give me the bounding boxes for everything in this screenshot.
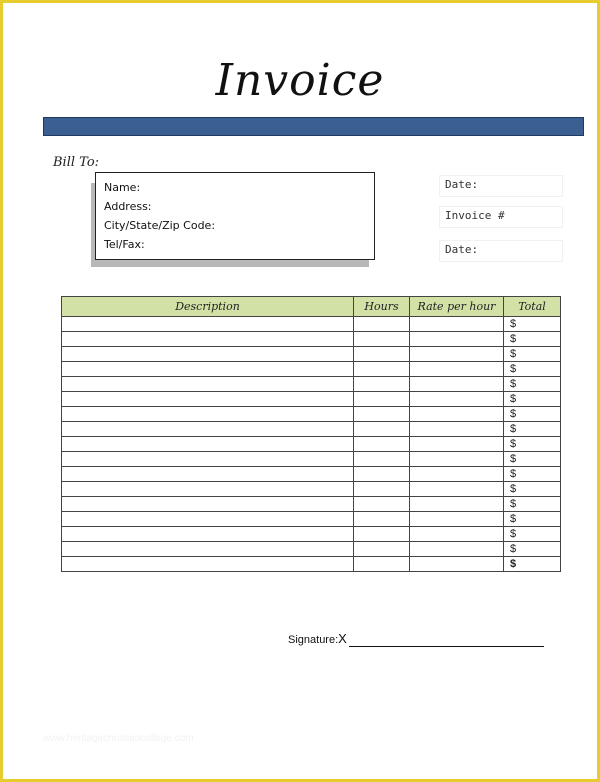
rate-cell[interactable] <box>410 317 504 332</box>
hours-cell[interactable] <box>354 452 410 467</box>
hours-cell[interactable] <box>354 437 410 452</box>
total-cell[interactable]: $ <box>504 317 561 332</box>
rate-cell[interactable] <box>410 452 504 467</box>
invoice-title: Invoice <box>215 55 385 106</box>
rate-cell[interactable] <box>410 392 504 407</box>
table-row <box>62 407 561 422</box>
hours-cell[interactable] <box>354 392 410 407</box>
total-cell[interactable]: $ <box>504 512 561 527</box>
description-cell[interactable] <box>62 347 354 362</box>
total-cell[interactable]: $ <box>504 482 561 497</box>
table-row <box>62 437 561 452</box>
title-accent-bar <box>43 117 584 136</box>
description-cell[interactable] <box>62 557 354 572</box>
rate-cell[interactable] <box>410 497 504 512</box>
due-date-field[interactable]: Date: <box>439 240 563 262</box>
hours-cell[interactable] <box>354 407 410 422</box>
total-cell[interactable]: $ <box>504 377 561 392</box>
rate-cell[interactable] <box>410 512 504 527</box>
table-row <box>62 497 561 512</box>
hours-cell[interactable] <box>354 377 410 392</box>
signature-field[interactable] <box>349 634 544 647</box>
total-cell[interactable]: $ <box>504 497 561 512</box>
hours-cell[interactable] <box>354 317 410 332</box>
description-cell[interactable] <box>62 542 354 557</box>
hours-cell[interactable] <box>354 497 410 512</box>
rate-cell[interactable] <box>410 482 504 497</box>
total-cell[interactable]: $ <box>504 392 561 407</box>
hours-header: Hours <box>354 297 410 317</box>
table-row <box>62 317 561 332</box>
description-cell[interactable] <box>62 467 354 482</box>
line-items-table <box>61 296 561 572</box>
total-cell[interactable]: $ <box>504 467 561 482</box>
rate-cell[interactable] <box>410 557 504 572</box>
invoice-number-field[interactable]: Invoice # <box>439 206 563 228</box>
description-cell[interactable] <box>62 527 354 542</box>
total-cell[interactable]: $ <box>504 557 561 572</box>
rate-cell[interactable] <box>410 527 504 542</box>
hours-cell[interactable] <box>354 527 410 542</box>
hours-cell[interactable] <box>354 467 410 482</box>
table-row <box>62 512 561 527</box>
hours-cell[interactable] <box>354 557 410 572</box>
bill-to-city-label: City/State/Zip Code: <box>104 219 216 232</box>
description-cell[interactable] <box>62 512 354 527</box>
hours-cell[interactable] <box>354 482 410 497</box>
signature-line <box>288 631 544 647</box>
description-cell[interactable] <box>62 497 354 512</box>
rate-cell[interactable] <box>410 347 504 362</box>
hours-cell[interactable] <box>354 347 410 362</box>
total-cell[interactable]: $ <box>504 347 561 362</box>
rate-cell[interactable] <box>410 377 504 392</box>
hours-cell[interactable] <box>354 542 410 557</box>
description-cell[interactable] <box>62 317 354 332</box>
table-header-row <box>62 297 561 317</box>
description-cell[interactable] <box>62 422 354 437</box>
description-cell[interactable] <box>62 392 354 407</box>
table-row <box>62 392 561 407</box>
description-cell[interactable] <box>62 332 354 347</box>
watermark: www.heritagechristiancollege.com <box>43 733 194 744</box>
description-header: Description <box>62 297 354 317</box>
total-cell[interactable]: $ <box>504 332 561 347</box>
total-cell[interactable]: $ <box>504 437 561 452</box>
signature-label: Signature: <box>288 634 339 646</box>
table-row <box>62 557 561 572</box>
table-row <box>62 377 561 392</box>
rate-cell[interactable] <box>410 332 504 347</box>
table-row <box>62 347 561 362</box>
total-cell[interactable]: $ <box>504 452 561 467</box>
table-row <box>62 332 561 347</box>
description-cell[interactable] <box>62 482 354 497</box>
rate-cell[interactable] <box>410 467 504 482</box>
table-row <box>62 362 561 377</box>
rate-cell[interactable] <box>410 362 504 377</box>
rate-header: Rate per hour <box>410 297 504 317</box>
hours-cell[interactable] <box>354 422 410 437</box>
table-row <box>62 467 561 482</box>
date-field[interactable]: Date: <box>439 175 563 197</box>
bill-to-tel-label: Tel/Fax: <box>104 238 145 251</box>
table-row <box>62 452 561 467</box>
total-cell[interactable]: $ <box>504 362 561 377</box>
description-cell[interactable] <box>62 362 354 377</box>
hours-cell[interactable] <box>354 362 410 377</box>
table-row <box>62 482 561 497</box>
description-cell[interactable] <box>62 452 354 467</box>
rate-cell[interactable] <box>410 542 504 557</box>
total-cell[interactable]: $ <box>504 407 561 422</box>
table-row <box>62 422 561 437</box>
description-cell[interactable] <box>62 437 354 452</box>
table-row <box>62 542 561 557</box>
signature-mark: X <box>338 631 347 646</box>
bill-to-label: Bill To: <box>53 155 100 170</box>
hours-cell[interactable] <box>354 332 410 347</box>
table-row <box>62 527 561 542</box>
rate-cell[interactable] <box>410 437 504 452</box>
hours-cell[interactable] <box>354 512 410 527</box>
rate-cell[interactable] <box>410 407 504 422</box>
total-cell[interactable]: $ <box>504 542 561 557</box>
total-cell[interactable]: $ <box>504 422 561 437</box>
bill-to-address-label: Address: <box>104 200 152 213</box>
total-cell[interactable]: $ <box>504 527 561 542</box>
rate-cell[interactable] <box>410 422 504 437</box>
bill-to-box <box>95 172 375 260</box>
description-cell[interactable] <box>62 407 354 422</box>
total-header: Total <box>504 297 561 317</box>
line-items-body <box>62 317 561 572</box>
bill-to-name-label: Name: <box>104 181 141 194</box>
description-cell[interactable] <box>62 377 354 392</box>
